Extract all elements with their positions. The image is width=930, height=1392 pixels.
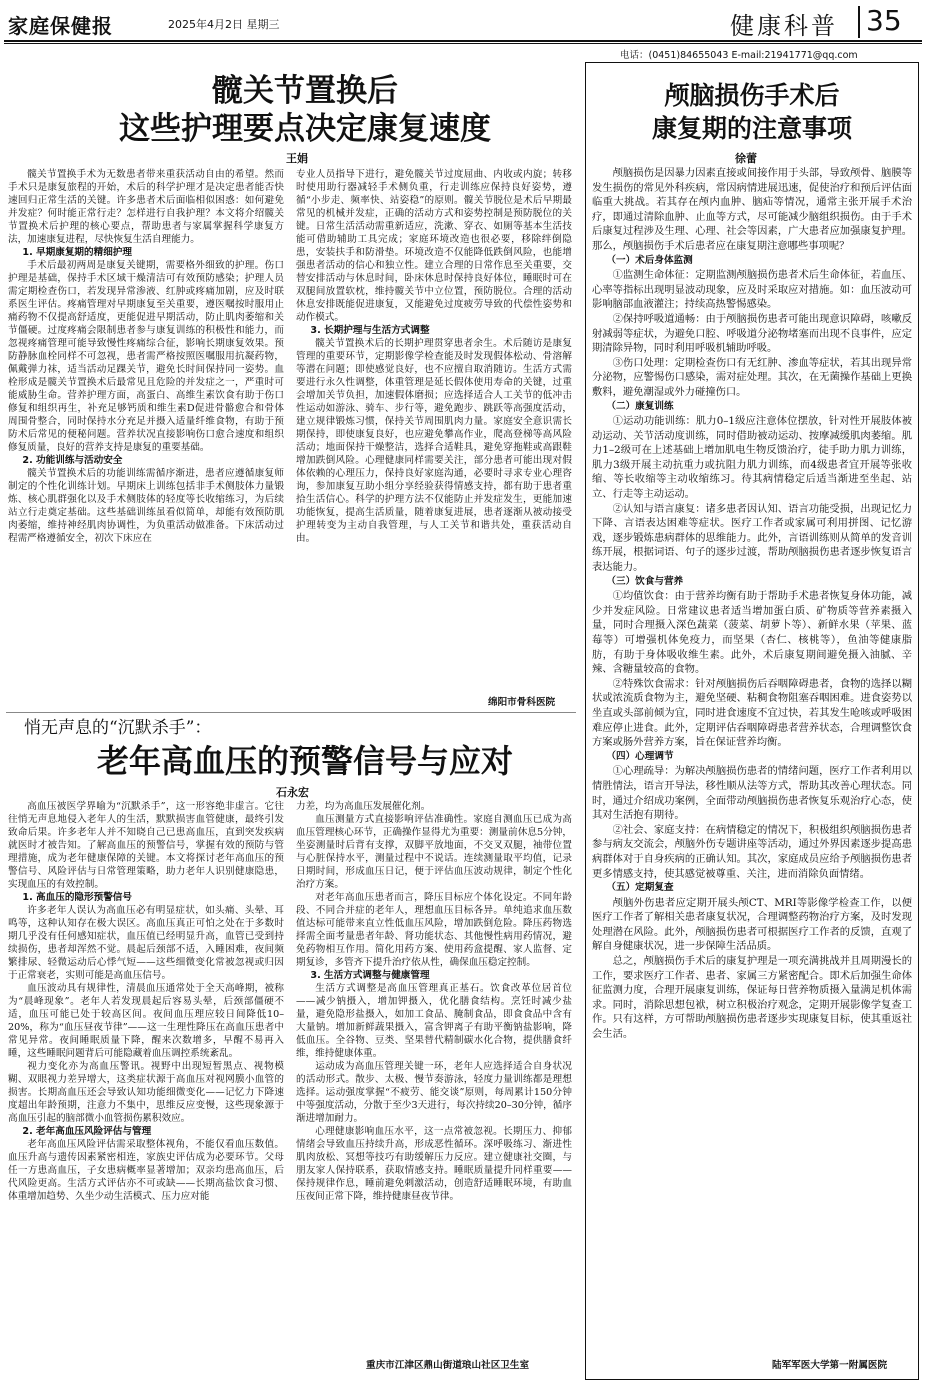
section-heading: 1. 高血压的隐形预警信号 [22,892,132,903]
section-name: 健康科普 [730,12,838,40]
article-source-hypertension: 重庆市江津区鼎山街道琅山社区卫生室 [366,1360,530,1371]
paragraph: ②特殊饮食需求：针对颅脑损伤后吞咽障碍患者，食物的选择以糊状或浓流质食物为主，避免坚硬、粘稠食物阻塞吞咽困难。进食姿势以坐直或头部前倾为宜，同时进食速度不宜过快，若其发生呛咳或呼吸困难应停止进食。此外，定期评估吞咽障碍患者营养状态，合理调整饮食方案或肠外营养方案，旨在保证营养均衡。 [592,677,912,749]
page-number: 35 [866,4,902,37]
article-column [296,800,572,1352]
paragraph: 心理健康影响血压水平，这一点常被忽视。长期压力、抑郁情绪会导致血压持续升高，形成恶性循环。深呼吸练习、渐进性肌肉放松、冥想等技巧有助缓解压力反应。建立健康社交圈，与朋友家人保持联系，获取情感支持。睡眠质量提升同样重要——保持规律作息，睡前避免刺激活动，创造舒适睡眠环境，有助血压夜间正常下降，维持健康昼夜节律。 [296,1126,572,1202]
issue-date: 2025年4月2日 星期三 [168,18,280,31]
article-divider [6,712,576,713]
section-heading: 2. 功能训练与活动安全 [22,455,123,466]
paragraph: 力差，均为高血压发展催化剂。 [296,801,431,812]
paragraph: 高血压被医学界喻为“沉默杀手”，这一形容绝非虚言。它往往悄无声息地侵入老年人的生活，默默损害血管健康，最终引发致命后果。许多老年人并不知晓自己已患高血压，直到突发疾病就医时才被告知。了解高血压的预警信号，掌握有效的预防与管理措施，成为老年健康保障的关键。本文将探讨老年高血压的预警信号、风险评估与日常管理策略，助力老年人识别健康隐患，实现血压的有效控制。 [8,801,284,890]
section-heading: （五）定期复查 [606,882,674,894]
contact-info: 电话：(0451)84655043 E-mail:21941771@qq.com [620,50,858,61]
article-title-brain-line1: 颅脑损伤手术后 [664,81,840,110]
paragraph: ①均值饮食：由于营养均衡有助于帮助手术患者恢复身体功能，减少并发症风险。日常建议患者适当增加蛋白质、矿物质等营养素摄入量，同时合理摄入深色蔬菜（菠菜、胡萝卜等）、新鲜水果（苹果、蓝莓等）可增强机体免疫力，而坚果（杏仁、核桃等），鱼油等健康脂肪，有助于身体吸收维生素。此外，术后康复期间避免摄入油腻、辛辣、含糖量较高的食物。 [592,590,912,676]
section-heading: 2. 老年高血压风险评估与管理 [22,1126,152,1137]
article-author-hip: 王娟 [286,152,308,165]
paragraph: ②社会、家庭支持：在病情稳定的情况下，积极组织颅脑损伤患者参与病友交流会，颅脑外伤专题讲座等活动，通过外界因素逐步提高患病群体对于自身疾病的正确认知。其次，家庭成员应给予颅脑损伤患者更多情感支持，使其感觉被尊重、关注，进而消除负面情绪。 [592,823,912,880]
article-title-brain-line2: 康复期的注意事项 [651,114,852,143]
paragraph: ①监测生命体征：定期监测颅脑损伤患者术后生命体征，若血压、心率等指标出现明显波动现象，应及时采取应对措施。如：血压波动可影响脑部血液灌注；持续高热警惕感染。 [592,269,912,311]
article-author-brain: 徐蕾 [735,152,757,165]
header-rule [4,40,922,42]
article-author-hypertension: 石永宏 [276,786,309,799]
article-title-hypertension: 老年高血压的预警信号与应对 [96,742,513,780]
article-column [296,168,572,688]
article-source-hip: 绵阳市骨科医院 [488,697,556,708]
paragraph: 颅脑外伤患者应定期开展头颅CT、MRI等影像学检查工作，以便医疗工作者了解相关患者康复状况，合理调整药物治疗方案，及时发现处理潜在风险。此外，颅脑损伤患者可根据医疗工作者的反馈，直观了解自身健康状况，进一步保障生活品质。 [592,896,912,953]
section-heading: 1. 早期康复期的精细护理 [22,247,132,258]
newspaper-name: 家庭保健报 [8,14,113,38]
section-heading: （一）术后身体监测 [606,254,693,266]
paragraph: 视力变化亦为高血压警讯。视野中出现短暂黑点、视物模糊、双眼视力差异增大，这类症状源于高血压对视网膜小血管的损害。长期高血压还会导致认知功能细微变化——记忆力下降速度超出年龄预期，注意力不集中，思维反应变慢，这些现象源于高血压引起的脑部微小血管损伤累积效应。 [8,1061,284,1124]
paragraph: 许多老年人误认为高血压必有明显症状，如头痛、头晕、耳鸣等，这种认知存在极大误区。高血压真正可怕之处在于多数时期几乎没有任何感知症状，血压值已经明显升高，血管已受到持续损伤，患者却浑然不觉。晨起后颈部不适，入睡困难，夜间频繁排尿、轻微运动后心悸气短——这些细微变化常被忽视或归因于正常衰老，实则可能是高血压信号。 [8,905,284,981]
header-divider [858,6,860,38]
section-heading: 3. 生活方式调整与健康管理 [310,970,430,981]
article-column [592,166,912,1346]
paragraph: 颅脑损伤是因暴力因素直接或间接作用于头部，导致颅骨、脑膜等发生损伤的常见外科疾病，常因病情进展迅速，促使治疗和预后评估面临重大挑战。若其存在颅内血肿、脑疝等情况，通常主张开展手术治疗，即通过清除血肿、止血等方式，尽可能减少脑组织损伤。由于手术后康复过程涉及生理、心理、社会等因素，广大患者应加强康复护理。那么，颅脑损伤手术后患者应在康复期注意哪些事项呢？ [592,167,912,252]
section-heading: （四）心理调节 [606,750,674,762]
paragraph: 运动成为高血压管理关键一环，老年人应选择适合自身状况的活动形式。散步、太极、慢节奏游泳，轻度力量训练都是理想选择。运动强度掌握“不疲劳、能交谈”原则，每周累计150分钟中等强度活动，分散于至少3天进行，每次持续20–30分钟，循序渐进增加耐力。 [296,1061,572,1124]
paragraph: 专业人员指导下进行，避免髋关节过度屈曲、内收或内旋；转移时使用助行器减轻手术侧负重，行走训练应保持良好姿势，遵循“小步走、频率快、站姿稳”的原则。髋关节脱位是术后早期最常见的机械并发症，正确的活动方式和姿势控制是预防脱位的关键。日常生活活动需重新适应，洗漱、穿衣、如厕等基本生活技能可借助辅助工具完成；家庭环境改造也很必要，移除绊倒隐患，安装扶手和防滑垫。环境改造不仅能降低跌倒风险，也能增强患者活动的信心和独立性。建立合理的日常作息至关重要，交替安排活动与休息时间，卧床休息时保持良好体位，睡眠时可在双腿间放置软枕，维持髋关节中立位置，预防脱位。合理的活动休息安排既能促进康复，又能避免过度疲劳导致的代偿性姿势和动作模式。 [296,169,572,323]
paragraph: 髋关节置换术后的长期护理贯穿患者余生。术后随访是康复管理的重要环节，定期影像学检查能及时发现假体松动、骨溶解等潜在问题；即使感觉良好，也不应擅自取消随访。生活方式需要进行永久性调整，体重管理是延长假体使用寿命的关键，过重会增加关节负担，加速假体磨损；应选择适合人工关节的低冲击性运动如游泳、骑车、步行等，避免跑步、跳跃等高强度活动，建立规律锻炼习惯，保持关节周围肌肉力量。家庭安全意识需长期保持，即使康复良好，也应避免攀高作业，爬高登梯等高风险活动；地面保持干燥整洁，选择合适鞋具，避免穿拖鞋或高跟鞋增加跌倒风险。心理健康同样需要关注，部分患者可能出现对假体依赖的心理压力，保持良好家庭沟通，必要时寻求专业心理咨询，参加康复互助小组分享经验获得情感支持，都有助于患者重拾生活信心。科学的护理方法不仅能防止并发症发生，更能加速功能恢复，提高生活质量，随着康复进展，患者逐渐从被动接受护理转变为主动自我管理，与人工关节和谐共处，重获活动自由。 [296,338,572,544]
paragraph: 总之，颅脑损伤手术后的康复护理是一项充满挑战并且周期漫长的工作，要求医疗工作者、患者、家属三方紧密配合。即术后加强生命体征监测力度，合理开展康复训练，保证每日营养物质摄入量满足机体需求。同时，消除思想包袱，树立积极治疗观念，定期开展影像学复查工作。只有这样，方可帮助颅脑损伤患者逐步实现康复目标，使其重返社会生活。 [592,955,912,1041]
article-kicker-hypertension: 悄无声息的“沉默杀手”： [24,718,212,738]
paragraph: ②认知与语言康复：诸多患者因认知、语言功能受损，出现记忆力下降、言语表达困难等症状。医疗工作者或家属可利用拼图、记忆游戏，逐步锻炼患病群体的思维能力。此外，言语训练则从简单的发音训练开展，根据词语、句子的逐步过渡，帮助颅脑损伤患者逐步恢复语言表达能力。 [592,502,912,574]
paragraph: 血压波动具有规律性，清晨血压通常处于全天高峰期，被称为“晨峰现象”。老年人若发现晨起后容易头晕，后颈部僵硬不适，血压可能已处于较高区间。夜间血压理应较日间降低10–20%，称为“血压昼夜节律”——这一生理性降压在高血压患者中常见异常。夜间睡眠质量下降，醒来次数增多，早醒不易再入睡，这些睡眠问题背后可能隐藏着血压调控系统紊乱。 [8,983,284,1059]
paragraph: 髋关节置换术后的功能训练需循序渐进，患者应遵循康复师制定的个性化训练计划。早期床上训练包括非手术侧肢体力量锻炼、核心肌群强化以及手术侧肢体的轻度等长收缩练习，为后续站立行走奠定基础。这些基础训练虽看似简单，却能有效预防肌肉萎缩，维持神经肌肉协调性，为负重活动做准备。下床活动过程需严格遵循安全，初次下床应在 [8,468,284,544]
article-title-hip-line2: 这些护理要点决定康复速度 [119,111,491,147]
paragraph: ①运动功能训练：肌力0–1级应注意体位摆放，针对性开展肢体被动运动、关节活动度训练，同时借助被动运动、按摩减缓肌肉萎缩。肌力1–2级可在上述基础上增加肌电生物反馈治疗，徒手助力肌力训练，肌力3级开展主动抗重力或抗阻力肌力训练，而4级患者宜开展等张收缩、等长收缩等主动收缩练习。待其病情稳定后适当渐进至坐起、站立、行走等主动运动。 [592,415,912,501]
paragraph: 老年高血压风险评估需采取整体视角，不能仅看血压数值。血压升高与遗传因素紧密相连，家族史评估成为必要环节。父母任一方患高血压，子女患病概率显著增加；双亲均患高血压，后代风险更高。生活方式评估亦不可或缺——长期高盐饮食习惯、体重增加趋势、久坐少动生活模式、压力应对能 [8,1139,284,1202]
paragraph: ①心理疏导：为解决颅脑损伤患者的情绪问题，医疗工作者利用以情胜情法，语言开导法，移性顺从法等方式，帮助其改善心理状态。同时，通过介绍成功案例，全面带动颅脑损伤患者恢复乐观治疗心态，使其对生活抱有期待。 [592,765,912,822]
section-heading: （三）饮食与营养 [606,575,684,587]
article-column [8,168,284,716]
paragraph: 手术后最初两周是康复关键期，需要格外细致的护理。伤口护理是基础，保持手术区域干燥清洁可有效预防感染；护理人员需定期检查伤口，若发现异常渗液、红肿或疼痛加剧，应及时联系医生评估。疼痛管理对早期康复至关重要，遵医嘱按时服用止痛药物不仅提高舒适度，更能促进早期活动，防止肌肉萎缩和关节僵硬。过度疼痛会限制患者参与康复训练的积极性和能力，而忽视疼痛管理可能导致慢性疼痛综合征，影响长期康复效果。预防静脉血栓同样不可忽视，患者需严格按照医嘱服用抗凝药物，佩戴弹力袜，适当活动足踝关节，避免长时间保持同一姿势。血栓形成是髋关节置换术后最常见且危险的并发症之一，严重时可能威胁生命。营养护理方面，高蛋白、高维生素饮食有助于伤口修复和组织再生，补充足够钙质和维生素D促进骨骼愈合和骨体周围骨整合，同时保持水分充足并摄入适量纤维食物，有助于预防术后常见的便秘问题。营养状况直接影响伤口愈合速度和组织修复质量，良好的营养支持是康复的重要基础。 [8,260,284,453]
section-heading: （二）康复训练 [606,400,674,412]
paragraph: 生活方式调整是高血压管理真正基石。饮食改革位居首位——减少钠摄入，增加钾摄入，优化膳食结构。烹饪时减少盐量，避免隐形盐摄入，如加工食品、腌制食品，即食食品中含有大量钠。增加新鲜蔬果摄入，富含钾离子有助平衡钠盐影响，降低血压。全谷物、豆类、坚果替代精制碳水化合物，提供膳食纤维，维持健康体重。 [296,983,572,1059]
article-title-hip-line1: 髋关节置换后 [212,73,398,109]
article-source-brain: 陆军军医大学第一附属医院 [772,1360,888,1371]
paragraph: 髋关节置换手术为无数患者带来重获活动自由的希望。然而手术只是康复旅程的开始，术后的科学护理才是决定患者能否快速回归正常生活的关键。许多患者术后面临相似困惑：如何避免并发症？何时能正常行走？怎样进行自我护理？本文将介绍髋关节置换术后护理的核心要点，帮助患者与家属掌握科学康复方法，加速康复进程，尽快恢复生活自理能力。 [8,169,284,245]
paragraph: ③伤口处理：定期检查伤口有无红肿、渗血等症状，若其出现异常分泌物，应警惕伤口感染，需对症处理。其次，在无菌操作基础上更换敷料，避免潮湿或外力碰撞伤口。 [592,356,912,398]
header-rule-thin [4,43,922,44]
paragraph: ②保持呼吸道通畅：由于颅脑损伤患者可能出现意识障碍，咳嗽反射减弱等症状，为避免口腔、呼吸道分泌物堵塞而出现不良事件，应定期清除异物，同时利用呼吸机辅助呼吸。 [592,312,912,355]
article-column [8,800,284,1375]
paragraph: 对老年高血压患者而言，降压目标应个体化设定。不同年龄段、不同合并症的老年人，理想血压目标各异。单纯追求血压数值达标可能带来直立性低血压风险，增加跌倒危险。降压药物选择需全面考量患者年龄、肾功能状态、其他慢性病用药情况，避免药物相互作用。简化用药方案、使用药盒提醒、家人监督、定期复诊，多管齐下提升治疗依从性，确保血压稳定控制。 [296,892,572,968]
section-heading: 3. 长期护理与生活方式调整 [310,325,430,336]
paragraph: 血压测量方式直接影响评估准确性。家庭自测血压已成为高血压管理核心环节，正确操作显得尤为重要：测量前休息5分钟，坐姿测量时后背有支撑，双脚平放地面，不交叉双腿，袖带位置与心脏保持水平，测量过程中不说话。连续测量取平均值，记录日期时间，形成血压日记，便于评估血压波动规律，制定个性化治疗方案。 [296,814,572,890]
